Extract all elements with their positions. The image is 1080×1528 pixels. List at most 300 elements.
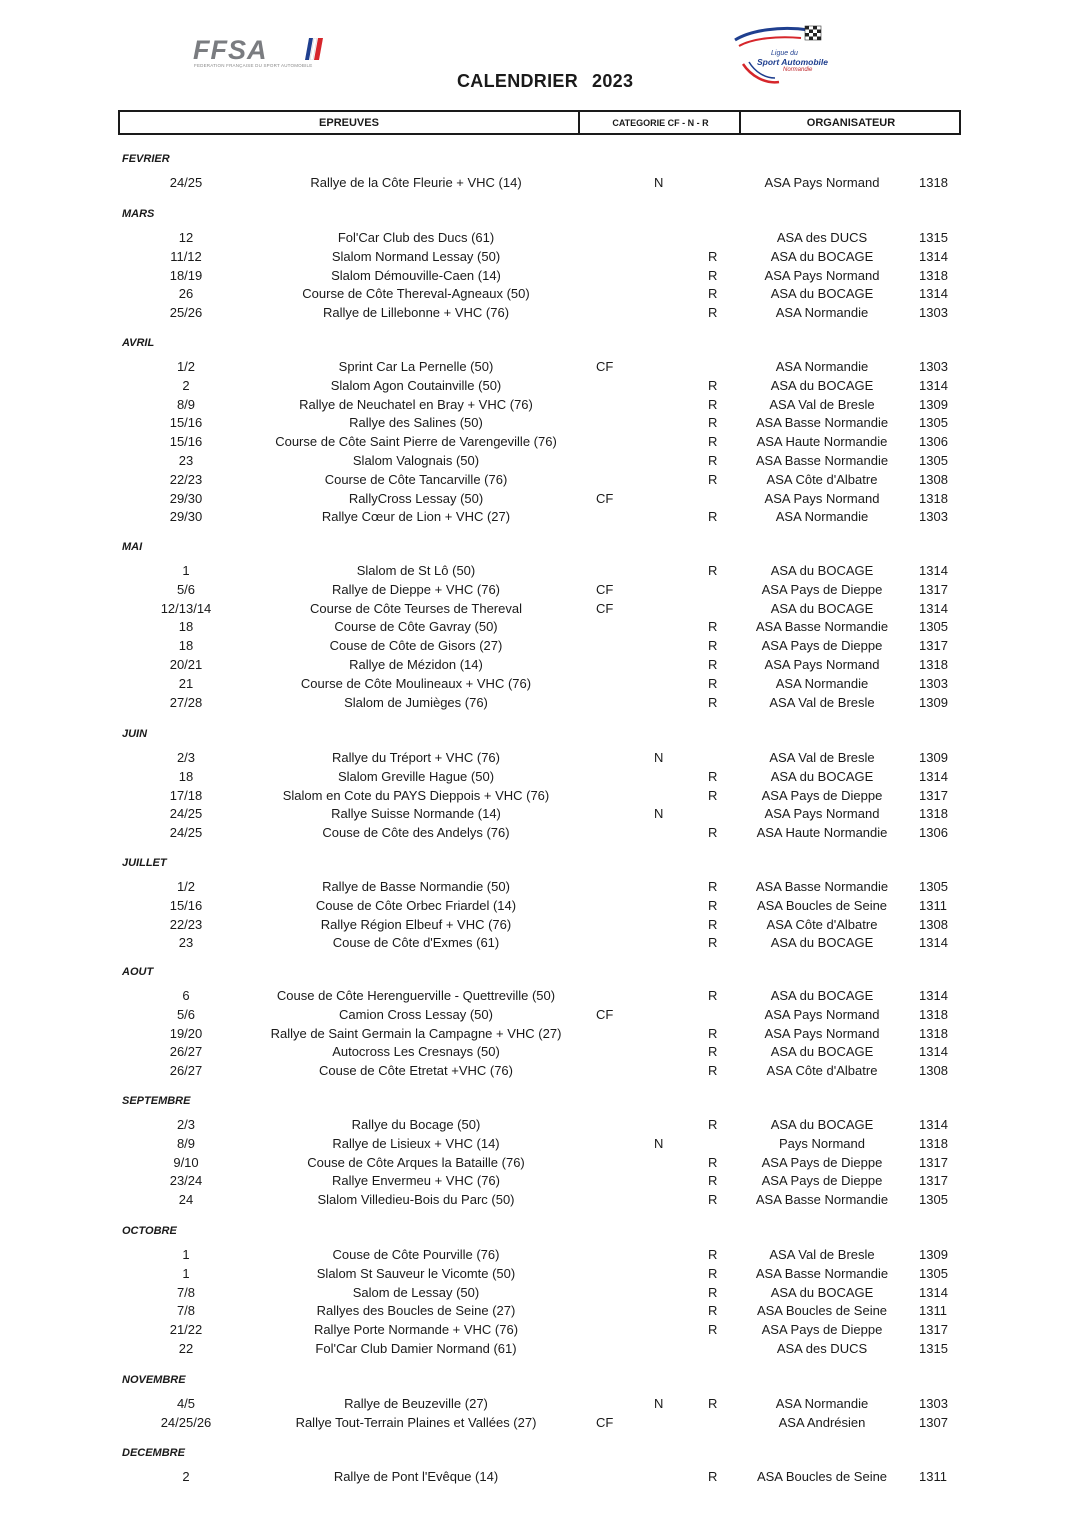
french-flag-stripes-icon [305, 38, 323, 60]
event-date: 18 [178, 638, 194, 654]
event-organizer: ASA Basse Normandie [755, 1265, 889, 1281]
category-r: R [708, 638, 718, 654]
category-r: R [708, 787, 718, 803]
organizer-code: 1311 [919, 1303, 947, 1319]
event-name: Rallye de Saint Germain la Campagne + VHC (27) [270, 1025, 562, 1041]
organizer-code: 1305 [919, 1265, 948, 1281]
organizer-code: 1318 [919, 806, 948, 822]
organizer-code: 1314 [919, 286, 948, 302]
organizer-code: 1306 [919, 825, 948, 841]
ligue-logo-line1: Ligue du [771, 50, 798, 57]
event-organizer: ASA du BOCAGE [770, 1044, 874, 1060]
event-date: 18 [178, 768, 194, 784]
event-row [0, 580, 1080, 599]
event-date: 9/10 [173, 1154, 199, 1170]
organizer-code: 1318 [919, 1025, 948, 1041]
event-date: 25/26 [169, 305, 203, 321]
event-name: Couse de Côte de Gisors (27) [329, 638, 503, 654]
category-r: R [708, 563, 718, 578]
event-name: Slalom en Cote du PAYS Dieppois + VHC (76) [282, 787, 550, 803]
category-r: R [708, 248, 718, 264]
event-organizer: ASA Pays Normand [764, 1006, 880, 1022]
event-date: 7/8 [176, 1303, 196, 1319]
event-organizer: ASA Haute Normandie [756, 825, 888, 841]
organizer-code: 1314 [919, 1044, 948, 1060]
event-row [0, 1153, 1080, 1172]
event-row [0, 470, 1080, 489]
month-label: AOUT [122, 966, 154, 978]
event-name: Slalom de St Lô (50) [356, 563, 476, 578]
month-label: DECEMBRE [122, 1447, 185, 1459]
category-n: N [654, 1396, 664, 1411]
category-n: N [654, 175, 664, 190]
category-n: N [654, 1135, 664, 1151]
event-date: 5/6 [176, 1006, 196, 1022]
event-row [0, 303, 1080, 322]
organizer-code: 1317 [919, 581, 948, 597]
event-row [0, 1301, 1080, 1320]
event-name: Slalom Villedieu-Bois du Parc (50) [317, 1192, 515, 1208]
event-organizer: ASA Pays Normand [764, 175, 880, 190]
event-name: Slalom St Sauveur le Vicomte (50) [316, 1265, 516, 1281]
header-epreuves: EPREUVES [319, 117, 379, 129]
event-row [0, 617, 1080, 636]
event-name: Rallye de la Côte Fleurie + VHC (14) [310, 175, 522, 190]
event-organizer: ASA Basse Normandie [755, 879, 889, 894]
event-row [0, 693, 1080, 712]
event-name: Slalom de Jumièges (76) [344, 694, 488, 710]
month-label: SEPTEMBRE [122, 1095, 191, 1107]
event-row [0, 489, 1080, 508]
event-organizer: ASA Normandie [775, 509, 869, 525]
event-date: 15/16 [169, 434, 203, 450]
event-organizer: ASA Côte d'Albatre [766, 1063, 878, 1079]
event-row [0, 1005, 1080, 1024]
event-organizer: ASA du BOCAGE [770, 248, 874, 264]
event-row [0, 1115, 1080, 1134]
event-row [0, 413, 1080, 432]
organizer-code: 1309 [919, 1247, 948, 1262]
event-row [0, 915, 1080, 934]
event-name: Slalom Normand Lessay (50) [331, 248, 501, 264]
event-name: Salom de Lessay (50) [352, 1284, 480, 1300]
event-name: Fol'Car Club Damier Normand (61) [315, 1341, 517, 1356]
event-row [0, 1134, 1080, 1153]
event-organizer: ASA du BOCAGE [770, 935, 874, 951]
organizer-code: 1318 [919, 175, 948, 190]
event-name: Slalom Agon Coutainville (50) [330, 377, 502, 393]
organizer-code: 1318 [919, 1135, 948, 1151]
organizer-code: 1306 [919, 434, 948, 450]
event-organizer: ASA Côte d'Albatre [766, 471, 878, 487]
month-label: FEVRIER [122, 153, 170, 165]
event-organizer: ASA des DUCS [776, 1341, 868, 1356]
event-date: 29/30 [169, 509, 203, 525]
organizer-code: 1305 [919, 415, 948, 431]
event-row [0, 1061, 1080, 1080]
organizer-code: 1314 [919, 1117, 948, 1132]
category-r: R [708, 935, 718, 951]
category-r: R [708, 1063, 718, 1079]
event-name: Rallye de Beuzeville (27) [344, 1396, 488, 1411]
header-categorie: CATEGORIE CF - N - R [578, 112, 741, 133]
event-name: Slalom Démouville-Caen (14) [331, 267, 501, 283]
month-label: JUILLET [122, 857, 167, 869]
category-n: N [654, 750, 664, 765]
event-row [0, 1413, 1080, 1432]
month-label: JUIN [122, 728, 148, 740]
event-date: 29/30 [169, 490, 203, 506]
event-date: 24/25 [169, 175, 203, 190]
organizer-code: 1318 [919, 490, 948, 506]
event-organizer: ASA Pays Normand [764, 1025, 880, 1041]
ligue-logo-line3: Normandie [783, 67, 813, 73]
event-name: Couse de Côte Pourville (76) [332, 1247, 500, 1262]
category-r: R [708, 1265, 718, 1281]
event-row [0, 376, 1080, 395]
category-r: R [708, 471, 718, 487]
event-organizer: ASA Haute Normandie [756, 434, 888, 450]
event-row [0, 1245, 1080, 1264]
event-name: Couse de Côte d'Exmes (61) [332, 935, 500, 951]
event-organizer: ASA du BOCAGE [770, 988, 874, 1003]
category-r: R [708, 768, 718, 784]
event-date: 6 [182, 988, 190, 1003]
event-name: Course de Côte Moulineaux + VHC (76) [300, 675, 532, 691]
event-date: 1 [182, 1247, 190, 1262]
event-row [0, 636, 1080, 655]
category-r: R [708, 897, 718, 913]
event-name: Couse de Côte Herenguerville - Quettreville (50) [276, 988, 556, 1003]
event-row [0, 674, 1080, 693]
organizer-code: 1317 [919, 787, 948, 803]
category-cf: CF [596, 490, 614, 506]
month-label: OCTOBRE [122, 1225, 177, 1237]
category-r: R [708, 1303, 718, 1319]
event-name: Rallye de Basse Normandie (50) [322, 879, 510, 894]
event-organizer: ASA Val de Bresle [769, 1247, 875, 1262]
event-date: 26 [178, 286, 194, 302]
event-date: 1/2 [176, 359, 196, 374]
month-label: NOVEMBRE [122, 1374, 186, 1386]
event-name: Rallye Envermeu + VHC (76) [332, 1173, 500, 1189]
event-date: 2/3 [176, 750, 196, 765]
event-name: Rallye de Pont l'Evêque (14) [333, 1469, 499, 1484]
organizer-code: 1318 [919, 1006, 948, 1022]
category-r: R [708, 694, 718, 710]
event-row [0, 896, 1080, 915]
organizer-code: 1314 [919, 935, 948, 951]
event-date: 2/3 [176, 1117, 196, 1132]
organizer-code: 1317 [919, 1322, 948, 1338]
event-row [0, 804, 1080, 823]
organizer-code: 1309 [919, 694, 948, 710]
event-name: Course de Côte Thereval-Agneaux (50) [302, 286, 530, 302]
category-r: R [708, 1469, 718, 1484]
event-name: Rallye des Salines (50) [349, 415, 483, 431]
organizer-code: 1309 [919, 750, 948, 765]
event-date: 18 [178, 619, 194, 635]
event-row [0, 1394, 1080, 1413]
event-organizer: ASA Val de Bresle [769, 750, 875, 765]
category-r: R [708, 434, 718, 450]
event-date: 1 [182, 1265, 190, 1281]
event-organizer: ASA Boucles de Seine [756, 1469, 888, 1484]
event-row [0, 357, 1080, 376]
event-name: Couse de Côte Orbec Friardel (14) [315, 897, 517, 913]
event-date: 27/28 [169, 694, 203, 710]
event-name: Slalom Greville Hague (50) [337, 768, 495, 784]
month-label: MARS [122, 208, 155, 220]
category-r: R [708, 1173, 718, 1189]
event-date: 4/5 [176, 1396, 196, 1411]
event-organizer: ASA Normandie [775, 1396, 869, 1411]
event-row [0, 284, 1080, 303]
event-date: 7/8 [176, 1284, 196, 1300]
event-date: 20/21 [169, 657, 203, 672]
event-date: 19/20 [169, 1025, 203, 1041]
event-date: 12 [178, 230, 194, 245]
category-r: R [708, 267, 718, 283]
category-r: R [708, 286, 718, 302]
ligue-logo-line2: Sport Automobile [757, 57, 828, 67]
event-name: Fol'Car Club des Ducs (61) [337, 230, 495, 245]
event-name: Course de Côte Saint Pierre de Varengeville (76) [275, 434, 557, 450]
event-name: Couse de Côte Etretat +VHC (76) [318, 1063, 513, 1079]
event-organizer: ASA Pays de Dieppe [761, 1322, 883, 1338]
event-date: 15/16 [169, 415, 203, 431]
event-organizer: ASA Pays de Dieppe [761, 787, 883, 803]
category-r: R [708, 1192, 718, 1208]
event-row [0, 395, 1080, 414]
event-organizer: ASA Pays Normand [764, 806, 880, 822]
event-row [0, 451, 1080, 470]
organizer-code: 1311 [919, 1469, 947, 1484]
event-date: 23/24 [169, 1173, 203, 1189]
category-r: R [708, 396, 718, 412]
organizer-code: 1303 [919, 359, 948, 374]
event-row [0, 507, 1080, 526]
event-row [0, 228, 1080, 247]
event-row [0, 933, 1080, 952]
event-date: 26/27 [169, 1063, 203, 1079]
event-organizer: ASA Basse Normandie [755, 619, 889, 635]
organizer-code: 1308 [919, 1063, 948, 1079]
organizer-code: 1308 [919, 916, 948, 932]
event-organizer: ASA des DUCS [776, 230, 868, 245]
event-row [0, 1320, 1080, 1339]
category-r: R [708, 377, 718, 393]
category-r: R [708, 1154, 718, 1170]
event-name: Course de Côte Gavray (50) [334, 619, 498, 635]
event-organizer: ASA Côte d'Albatre [766, 916, 878, 932]
event-date: 5/6 [176, 581, 196, 597]
category-r: R [708, 675, 718, 691]
category-r: R [708, 1117, 718, 1132]
event-date: 21 [178, 675, 194, 691]
category-r: R [708, 1247, 718, 1262]
event-row [0, 247, 1080, 266]
event-date: 18/19 [169, 267, 203, 283]
category-r: R [708, 1044, 718, 1060]
event-row [0, 986, 1080, 1005]
category-cf: CF [596, 581, 614, 597]
table-header [118, 110, 961, 135]
organizer-code: 1303 [919, 675, 948, 691]
header-organisateur: ORGANISATEUR [739, 112, 961, 133]
category-r: R [708, 619, 718, 635]
event-name: Rallye du Tréport + VHC (76) [332, 750, 500, 765]
event-date: 22 [178, 1341, 194, 1356]
organizer-code: 1305 [919, 1192, 948, 1208]
event-organizer: ASA Boucles de Seine [756, 897, 888, 913]
event-date: 15/16 [169, 897, 203, 913]
event-organizer: ASA du BOCAGE [770, 600, 874, 616]
event-organizer: ASA Boucles de Seine [756, 1303, 888, 1319]
organizer-code: 1307 [919, 1414, 948, 1430]
organizer-code: 1305 [919, 879, 948, 894]
organizer-code: 1318 [919, 657, 948, 672]
event-name: Couse de Côte Arques la Bataille (76) [307, 1154, 525, 1170]
event-row [0, 823, 1080, 842]
category-r: R [708, 1396, 718, 1411]
organizer-code: 1305 [919, 453, 948, 468]
event-organizer: ASA Val de Bresle [769, 694, 875, 710]
title-year: 2023 [592, 71, 634, 91]
event-organizer: ASA Normandie [775, 675, 869, 691]
event-row [0, 1024, 1080, 1043]
event-name: Rallye Porte Normande + VHC (76) [313, 1322, 519, 1338]
category-r: R [708, 453, 718, 468]
ligue-logo-text [757, 50, 828, 74]
event-date: 17/18 [169, 787, 203, 803]
event-date: 2 [182, 1469, 190, 1484]
event-organizer: ASA Pays de Dieppe [761, 1173, 883, 1189]
event-name: Rallyes des Boucles de Seine (27) [316, 1303, 516, 1319]
event-organizer: ASA Pays Normand [764, 267, 880, 283]
event-organizer: ASA du BOCAGE [770, 1117, 874, 1132]
event-name: Course de Côte Teurses de Thereval [310, 600, 522, 616]
event-date: 24/25/26 [160, 1414, 212, 1430]
event-name: Sprint Car La Pernelle (50) [338, 359, 494, 374]
category-r: R [708, 305, 718, 321]
category-r: R [708, 1322, 718, 1338]
event-organizer: ASA Normandie [775, 359, 869, 374]
event-organizer: ASA du BOCAGE [770, 286, 874, 302]
organizer-code: 1314 [919, 377, 948, 393]
event-date: 2 [182, 377, 190, 393]
event-row [0, 1467, 1080, 1486]
event-name: Rallye de Dieppe + VHC (76) [332, 581, 500, 597]
organizer-code: 1315 [919, 230, 948, 245]
organizer-code: 1314 [919, 248, 948, 264]
category-r: R [708, 916, 718, 932]
event-date: 26/27 [169, 1044, 203, 1060]
event-row [0, 561, 1080, 580]
event-organizer: ASA Pays de Dieppe [761, 1154, 883, 1170]
organizer-code: 1314 [919, 563, 948, 578]
event-name: Rallye Tout-Terrain Plaines et Vallées (27) [295, 1414, 537, 1430]
event-row [0, 432, 1080, 451]
organizer-code: 1314 [919, 988, 948, 1003]
event-name: Rallye de Lisieux + VHC (14) [332, 1135, 500, 1151]
event-organizer: ASA du BOCAGE [770, 768, 874, 784]
organizer-code: 1314 [919, 1284, 948, 1300]
event-organizer: ASA Normandie [775, 305, 869, 321]
event-organizer: ASA Pays de Dieppe [761, 581, 883, 597]
category-r: R [708, 825, 718, 841]
event-organizer: ASA Pays Normand [764, 657, 880, 672]
event-row [0, 173, 1080, 192]
organizer-code: 1309 [919, 396, 948, 412]
event-name: Rallye de Mézidon (14) [349, 657, 483, 672]
event-row [0, 266, 1080, 285]
category-r: R [708, 509, 718, 525]
category-cf: CF [596, 359, 614, 374]
month-label: AVRIL [122, 337, 155, 349]
category-r: R [708, 1284, 718, 1300]
category-r: R [708, 988, 718, 1003]
event-name: Autocross Les Cresnays (50) [332, 1044, 500, 1060]
event-name: Rallye Cœur de Lion + VHC (27) [321, 509, 511, 525]
organizer-code: 1305 [919, 619, 948, 635]
event-name: Camion Cross Lessay (50) [339, 1006, 493, 1022]
ffsa-logo [193, 36, 325, 70]
event-row [0, 786, 1080, 805]
category-r: R [708, 1025, 718, 1041]
event-date: 24/25 [169, 806, 203, 822]
category-r: R [708, 879, 718, 894]
event-date: 24 [178, 1192, 194, 1208]
event-organizer: ASA du BOCAGE [770, 1284, 874, 1300]
event-row [0, 655, 1080, 674]
event-date: 23 [178, 453, 194, 468]
organizer-code: 1318 [919, 267, 948, 283]
event-row [0, 1339, 1080, 1358]
category-cf: CF [596, 600, 614, 616]
event-date: 1/2 [176, 879, 196, 894]
event-organizer: ASA Pays de Dieppe [761, 638, 883, 654]
organizer-code: 1317 [919, 1154, 948, 1170]
event-organizer: Pays Normand [779, 1135, 865, 1151]
event-date: 24/25 [169, 825, 203, 841]
ffsa-logo-subtitle: FEDERATION FRANÇAISE DU SPORT AUTOMOBILE [194, 63, 313, 68]
event-organizer: ASA Andrésien [778, 1414, 866, 1430]
event-date: 1 [182, 563, 190, 578]
event-organizer: ASA Basse Normandie [755, 1192, 889, 1208]
event-name: Slalom Valognais (50) [352, 453, 480, 468]
event-organizer: ASA Basse Normandie [755, 415, 889, 431]
ligue-normandie-logo [731, 24, 843, 86]
title-label: CALENDRIER [457, 71, 579, 91]
event-name: Rallye Région Elbeuf + VHC (76) [320, 916, 512, 932]
event-date: 8/9 [176, 1135, 196, 1151]
organizer-code: 1311 [919, 897, 947, 913]
category-cf: CF [596, 1414, 614, 1430]
event-row [0, 1283, 1080, 1302]
event-organizer: ASA Basse Normandie [755, 453, 889, 468]
event-name: Couse de Côte des Andelys (76) [322, 825, 510, 841]
event-organizer: ASA du BOCAGE [770, 377, 874, 393]
category-n: N [654, 806, 664, 822]
page-title [457, 71, 633, 92]
event-row [0, 877, 1080, 896]
event-date: 22/23 [169, 471, 203, 487]
event-row [0, 599, 1080, 618]
event-row [0, 1171, 1080, 1190]
event-row [0, 767, 1080, 786]
event-organizer: ASA du BOCAGE [770, 563, 874, 578]
